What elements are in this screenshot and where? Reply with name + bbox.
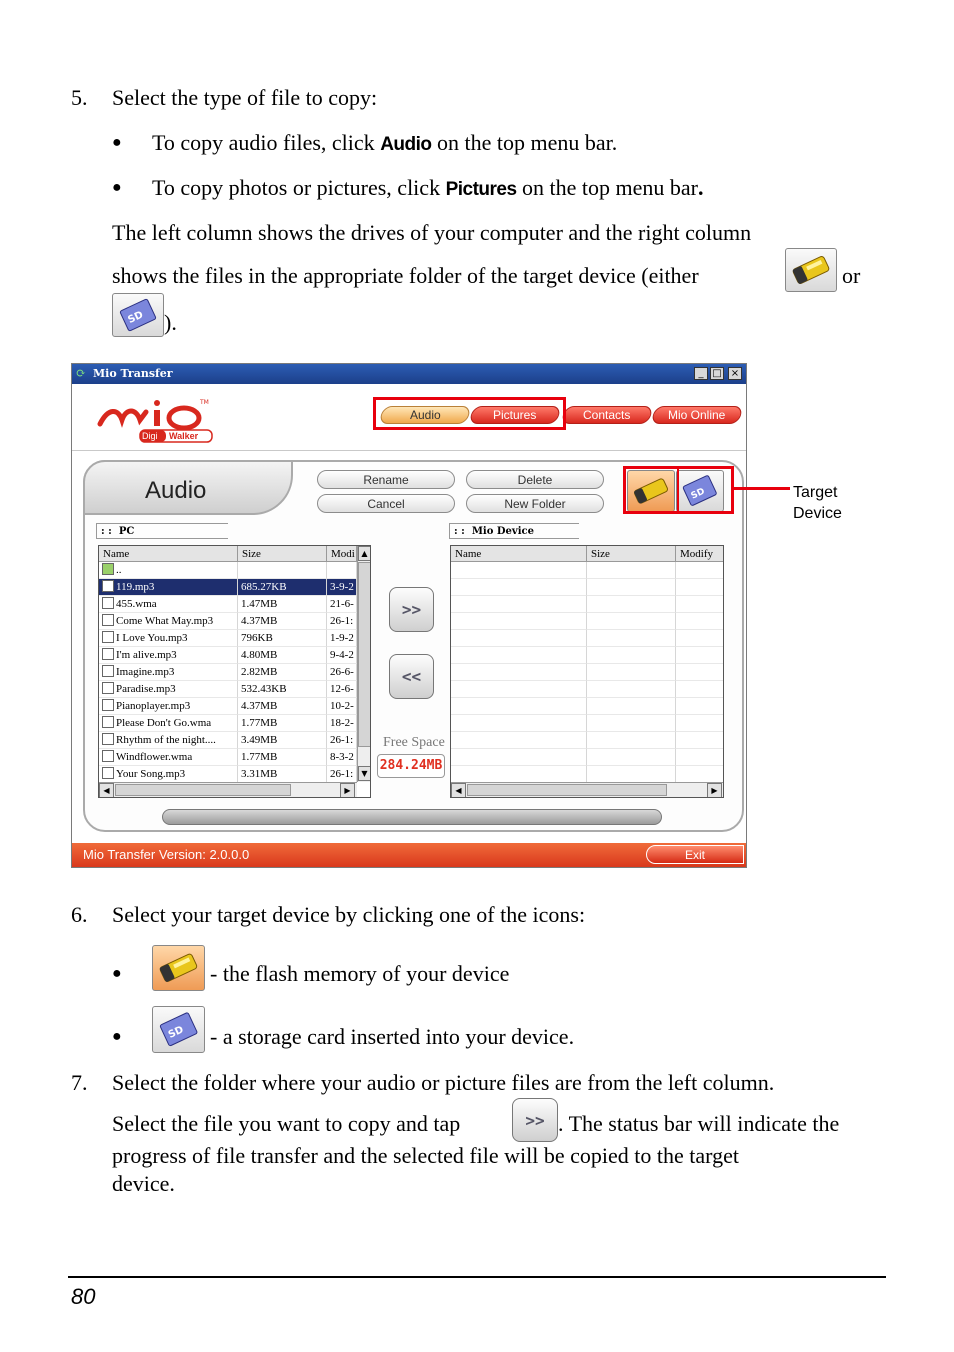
column-header-size[interactable]: Size bbox=[238, 546, 327, 562]
bullet-text: - the flash memory of your device bbox=[210, 961, 510, 986]
file-name-cell bbox=[99, 698, 238, 715]
file-name: Pianoplayer.mp3 bbox=[116, 700, 191, 712]
minimize-button[interactable]: _ bbox=[694, 367, 708, 380]
bullet-text: - a storage card inserted into your device. bbox=[210, 1024, 575, 1049]
file-name-cell bbox=[99, 664, 238, 681]
step-number: 6. bbox=[71, 902, 88, 927]
scroll-up-button[interactable]: ▲ bbox=[358, 546, 371, 561]
audio-file-icon bbox=[102, 597, 114, 609]
audio-file-icon bbox=[102, 699, 114, 711]
file-name: Imagine.mp3 bbox=[116, 666, 175, 678]
file-name: Come What May.mp3 bbox=[116, 615, 214, 627]
empty-cell bbox=[676, 647, 724, 664]
status-bar bbox=[72, 843, 746, 867]
pc-panel-label: : : PC bbox=[96, 523, 228, 539]
horizontal-scrollbar[interactable] bbox=[451, 782, 723, 798]
svg-text:TM: TM bbox=[200, 399, 209, 406]
audio-file-icon bbox=[102, 614, 114, 626]
file-name-cell bbox=[99, 579, 238, 596]
device-highlight-divider bbox=[677, 469, 679, 511]
window-title: Mio Transfer bbox=[93, 367, 173, 380]
callout-label bbox=[793, 482, 842, 524]
paragraph-or: or bbox=[842, 263, 861, 288]
paragraph-line: . The status bar will indicate the bbox=[558, 1111, 840, 1136]
empty-cell bbox=[451, 596, 587, 613]
rename-button[interactable]: Rename bbox=[317, 470, 455, 489]
audio-file-icon bbox=[102, 682, 114, 694]
step-number: 7. bbox=[71, 1070, 88, 1095]
file-name-cell bbox=[99, 613, 238, 630]
paragraph-line: The left column shows the drives of your computer and the right column bbox=[112, 220, 752, 245]
file-name-cell bbox=[99, 630, 238, 647]
logo-digi: Digi bbox=[142, 431, 158, 441]
copy-button-icon: >> bbox=[512, 1098, 558, 1142]
file-modified-cell: 3-9-2 bbox=[327, 579, 357, 596]
file-name: Rhythm of the night.... bbox=[116, 734, 216, 746]
storage-card-icon bbox=[152, 1006, 205, 1053]
copy-to-device-button[interactable]: >> bbox=[389, 587, 434, 632]
file-name: Paradise.mp3 bbox=[116, 683, 176, 695]
scroll-left-button[interactable]: ◀ bbox=[451, 783, 466, 798]
step-number: 5. bbox=[71, 85, 88, 110]
file-size-cell: 4.37MB bbox=[238, 698, 327, 715]
file-modified-cell: 26-1: bbox=[327, 766, 357, 783]
svg-text:SD: SD bbox=[166, 1024, 186, 1041]
scroll-right-button[interactable]: ▶ bbox=[707, 783, 722, 798]
title-bar bbox=[72, 364, 746, 384]
empty-cell bbox=[451, 647, 587, 664]
tab-mio-online[interactable]: Mio Online bbox=[651, 406, 744, 424]
file-size-cell: 4.80MB bbox=[238, 647, 327, 664]
file-modified-cell: 26-1: bbox=[327, 613, 357, 630]
empty-cell bbox=[676, 681, 724, 698]
column-header-name[interactable]: Name bbox=[99, 546, 238, 562]
empty-cell bbox=[451, 613, 587, 630]
empty-cell bbox=[676, 596, 724, 613]
file-name: Please Don't Go.wma bbox=[116, 717, 212, 729]
tab-audio[interactable]: Audio bbox=[379, 406, 472, 424]
paragraph-line: Select the file you want to copy and tap bbox=[112, 1111, 461, 1136]
audio-file-icon bbox=[102, 750, 114, 762]
logo-walker: Walker bbox=[169, 431, 199, 441]
column-header-modified[interactable]: Modi bbox=[327, 546, 357, 562]
paragraph-close: ). bbox=[164, 310, 177, 335]
file-name: I'm alive.mp3 bbox=[116, 649, 177, 661]
flash-memory-icon bbox=[785, 248, 837, 292]
empty-cell bbox=[451, 749, 587, 766]
exit-button[interactable]: Exit bbox=[646, 845, 744, 864]
callout-line bbox=[732, 487, 790, 490]
audio-file-icon bbox=[102, 767, 114, 779]
file-name: Windflower.wma bbox=[116, 751, 193, 763]
audio-file-icon bbox=[102, 580, 114, 592]
empty-cell bbox=[676, 664, 724, 681]
file-size-cell: 3.49MB bbox=[238, 732, 327, 749]
file-name: I Love You.mp3 bbox=[116, 632, 188, 644]
step-text: Select the type of file to copy: bbox=[112, 85, 378, 110]
app-icon: ⟳ bbox=[76, 366, 87, 380]
pc-file-list[interactable] bbox=[98, 545, 371, 798]
audio-file-icon bbox=[102, 733, 114, 745]
empty-cell bbox=[451, 630, 587, 647]
empty-cell bbox=[587, 579, 676, 596]
file-size-cell bbox=[238, 562, 327, 579]
cancel-button[interactable]: Cancel bbox=[317, 494, 455, 513]
file-size-cell: 1.77MB bbox=[238, 715, 327, 732]
paragraph-line: progress of file transfer and the selected file will be copied to the target bbox=[112, 1143, 739, 1168]
empty-cell bbox=[587, 562, 676, 579]
mio-logo bbox=[96, 394, 236, 444]
file-modified-cell: 8-3-2 bbox=[327, 749, 357, 766]
audio-file-icon bbox=[102, 631, 114, 643]
file-size-cell: 1.47MB bbox=[238, 596, 327, 613]
page-number: 80 bbox=[71, 1284, 96, 1309]
maximize-button[interactable]: □ bbox=[710, 367, 724, 380]
tabs-highlight-box bbox=[373, 397, 566, 430]
free-space-label: Free Space bbox=[383, 735, 445, 750]
file-modified-cell: 9-4-2 bbox=[327, 647, 357, 664]
file-name-cell bbox=[99, 562, 238, 579]
empty-cell bbox=[451, 664, 587, 681]
step-text: Select your target device by clicking one of the icons: bbox=[112, 902, 586, 927]
version-text: Mio Transfer Version: 2.0.0.0 bbox=[83, 847, 250, 862]
empty-cell bbox=[676, 579, 724, 596]
empty-cell bbox=[676, 698, 724, 715]
file-name-cell bbox=[99, 647, 238, 664]
free-space-value: 284.24MB bbox=[377, 754, 445, 778]
file-size-cell: 532.43KB bbox=[238, 681, 327, 698]
svg-text:SD: SD bbox=[126, 309, 146, 326]
file-modified-cell: 1-9-2 bbox=[327, 630, 357, 647]
new-folder-button[interactable]: New Folder bbox=[466, 494, 604, 513]
storage-card-icon bbox=[112, 293, 164, 337]
divider bbox=[72, 450, 746, 451]
empty-cell bbox=[676, 630, 724, 647]
column-header-name[interactable]: Name bbox=[451, 546, 587, 562]
empty-cell bbox=[451, 681, 587, 698]
file-size-cell: 685.27KB bbox=[238, 579, 327, 596]
bullet-text: on the top menu bar bbox=[516, 175, 699, 200]
bullet-dot: ● bbox=[112, 1028, 122, 1045]
file-modified-cell: 18-2- bbox=[327, 715, 357, 732]
empty-cell bbox=[676, 613, 724, 630]
bullet-dot: ● bbox=[112, 179, 122, 196]
file-modified-cell: 26-6- bbox=[327, 664, 357, 681]
empty-cell bbox=[451, 715, 587, 732]
bullet-pictures bbox=[152, 174, 704, 204]
empty-cell bbox=[676, 715, 724, 732]
audio-file-icon bbox=[102, 716, 114, 728]
file-name-cell bbox=[99, 732, 238, 749]
empty-cell bbox=[676, 766, 724, 783]
tab-pictures[interactable]: Pictures bbox=[469, 406, 562, 424]
progress-bar bbox=[162, 809, 662, 825]
file-name-cell bbox=[99, 681, 238, 698]
hscroll-thumb[interactable] bbox=[115, 784, 291, 796]
file-size-cell: 1.77MB bbox=[238, 749, 327, 766]
file-name: Your Song.mp3 bbox=[116, 768, 186, 780]
flash-memory-icon bbox=[152, 945, 205, 991]
empty-cell bbox=[587, 698, 676, 715]
column-header-size[interactable]: Size bbox=[587, 546, 676, 562]
copy-to-pc-button[interactable]: << bbox=[389, 654, 434, 699]
file-size-cell: 2.82MB bbox=[238, 664, 327, 681]
empty-cell bbox=[587, 715, 676, 732]
bullet-period: . bbox=[698, 175, 704, 200]
pictures-keyword: Pictures bbox=[445, 179, 517, 200]
file-modified-cell: 10-2- bbox=[327, 698, 357, 715]
close-button[interactable]: × bbox=[728, 367, 742, 380]
file-size-cell: 3.31MB bbox=[238, 766, 327, 783]
file-name-cell bbox=[99, 749, 238, 766]
file-modified-cell: 12-6- bbox=[327, 681, 357, 698]
bullet-audio bbox=[152, 129, 617, 159]
audio-file-icon bbox=[102, 648, 114, 660]
device-panel-label: : : Mio Device bbox=[449, 523, 579, 539]
empty-cell bbox=[587, 681, 676, 698]
empty-cell bbox=[587, 766, 676, 783]
empty-cell bbox=[451, 766, 587, 783]
vertical-scrollbar[interactable] bbox=[357, 546, 371, 782]
file-size-cell: 796KB bbox=[238, 630, 327, 647]
scroll-thumb[interactable] bbox=[358, 562, 371, 747]
empty-cell bbox=[676, 732, 724, 749]
empty-cell bbox=[587, 647, 676, 664]
bullet-text: To copy photos or pictures, click bbox=[152, 175, 446, 200]
empty-cell bbox=[451, 579, 587, 596]
device-file-list[interactable] bbox=[450, 545, 724, 798]
file-name-cell bbox=[99, 766, 238, 783]
hscroll-thumb[interactable] bbox=[467, 784, 667, 796]
section-title: Audio bbox=[145, 477, 207, 504]
file-modified-cell: 26-1: bbox=[327, 732, 357, 749]
bullet-text: To copy audio files, click bbox=[152, 130, 381, 155]
empty-cell bbox=[676, 749, 724, 766]
audio-file-icon bbox=[102, 665, 114, 677]
file-modified-cell: 21-6- bbox=[327, 596, 357, 613]
file-name: 455.wma bbox=[116, 598, 157, 610]
empty-cell bbox=[587, 664, 676, 681]
empty-cell bbox=[676, 562, 724, 579]
empty-cell bbox=[587, 732, 676, 749]
callout-line-1: Target bbox=[793, 484, 838, 501]
tab-contacts[interactable]: Contacts bbox=[561, 406, 654, 424]
mio-transfer-window bbox=[71, 363, 747, 868]
empty-cell bbox=[451, 562, 587, 579]
scroll-right-button[interactable]: ▶ bbox=[340, 783, 355, 798]
empty-cell bbox=[587, 630, 676, 647]
svg-text:SD: SD bbox=[689, 486, 707, 502]
column-header-modified[interactable]: Modify bbox=[676, 546, 724, 562]
file-size-cell: 4.37MB bbox=[238, 613, 327, 630]
empty-cell bbox=[587, 749, 676, 766]
step-text: Select the folder where your audio or picture files are from the left column. bbox=[112, 1070, 775, 1095]
bullet-dot: ● bbox=[112, 134, 122, 151]
file-modified-cell bbox=[327, 562, 357, 579]
empty-cell bbox=[451, 698, 587, 715]
folder-up-icon bbox=[102, 563, 114, 575]
footer-rule bbox=[68, 1276, 886, 1278]
file-name: .. bbox=[116, 564, 122, 576]
bullet-text: on the top menu bar. bbox=[431, 130, 618, 155]
file-name: 119.mp3 bbox=[116, 581, 155, 593]
empty-cell bbox=[587, 613, 676, 630]
empty-cell bbox=[451, 732, 587, 749]
empty-cell bbox=[587, 596, 676, 613]
file-name-cell bbox=[99, 596, 238, 613]
bullet-dot: ● bbox=[112, 965, 122, 982]
horizontal-scrollbar[interactable] bbox=[99, 782, 357, 798]
paragraph-line: shows the files in the appropriate folder of the target device (either bbox=[112, 263, 699, 288]
scroll-down-button[interactable]: ▼ bbox=[358, 766, 371, 781]
scroll-left-button[interactable]: ◀ bbox=[99, 783, 114, 798]
delete-button[interactable]: Delete bbox=[466, 470, 604, 489]
callout-line-2: Device bbox=[793, 505, 842, 522]
paragraph-line: device. bbox=[112, 1171, 175, 1196]
audio-keyword: Audio bbox=[380, 134, 432, 155]
file-name-cell bbox=[99, 715, 238, 732]
